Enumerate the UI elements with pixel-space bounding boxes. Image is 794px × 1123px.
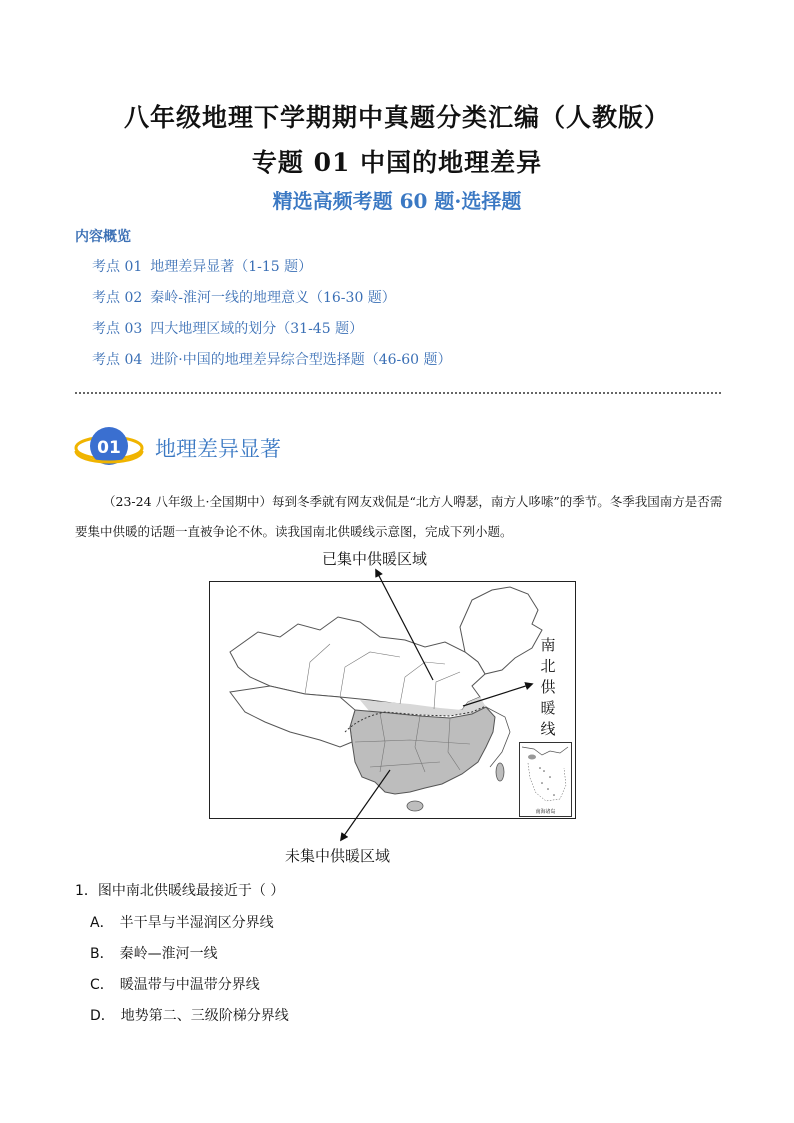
dotted-divider [75,392,721,394]
overview-item-text: 四大地理区域的划分（31-45 题） [150,321,364,337]
south-unheated-region [350,707,495,794]
option-letter: D． [90,1008,115,1024]
document-title: 八年级地理下学期期中真题分类汇编（人教版） [123,103,670,132]
option-text: 地势第二、三级阶梯分界线 [120,1008,289,1024]
south-china-sea-inset [519,742,572,817]
inset-drawing [520,743,571,805]
hainan-island [407,801,423,811]
overview-item [92,287,452,318]
option-text: 秦岭—淮河一线 [119,946,218,962]
overview-item-text: 进阶·中国的地理差异综合型选择题（46-60 题） [150,352,452,368]
overview-item-num: 考点 04 [92,352,143,368]
section-badge [73,420,153,472]
question-1-options [90,912,289,1036]
option-b[interactable] [90,943,289,974]
option-a[interactable] [90,912,289,943]
option-c[interactable] [90,974,289,1005]
overview-item-num: 考点 02 [92,290,143,306]
option-text: 暖温带与中温带分界线 [119,977,260,993]
overview-item [92,349,452,380]
overview-item [92,318,452,349]
inset-coast [522,747,568,755]
question-source: （23-24 八年级上·全国期中） [103,494,272,509]
overview-list [92,256,452,380]
overview-item-num: 考点 03 [92,321,143,337]
subtitle: 精选高频考题 60 题·选择题 [272,189,522,213]
heating-line-label: 南北供暖线 [540,636,556,738]
question-group-text: 每到冬季就有网友戏侃是“北方人嘚瑟，南方人哆嗦”的季节。冬季我国南方是否需要集中供暖的话题一直被争论不休。读我国南北供暖线示意图，完成下列小题。 [75,494,723,539]
overview-item [92,256,452,287]
taiwan-island [496,763,504,781]
option-letter: C． [90,977,114,993]
option-text: 半干旱与半湿润区分界线 [119,915,274,931]
overview-label: 内容概览 [75,229,131,245]
question-1-stem: 1．图中南北供暖线最接近于（ ） [75,883,285,899]
question-group-stem [75,487,725,547]
inset-label: 南海诸岛 [535,809,556,815]
option-letter: B． [90,946,114,962]
heated-region-label: 已集中供暖区域 [322,550,428,568]
section-title: 地理差异显著 [155,437,281,461]
badge-number: 01 [97,438,121,458]
overview-item-text: 地理差异显著（1-15 题） [150,259,313,275]
inset-boundary [528,763,566,801]
overview-item-text: 秦岭-淮河一线的地理意义（16-30 题） [150,290,396,306]
topic-title: 专题 01 中国的地理差异 [251,148,543,177]
option-letter: A． [90,915,114,931]
inset-hainan [528,755,536,760]
option-d[interactable] [90,1005,289,1036]
inset-islands [539,767,555,796]
unheated-region-label: 未集中供暖区域 [285,847,391,865]
overview-item-num: 考点 01 [92,259,143,275]
